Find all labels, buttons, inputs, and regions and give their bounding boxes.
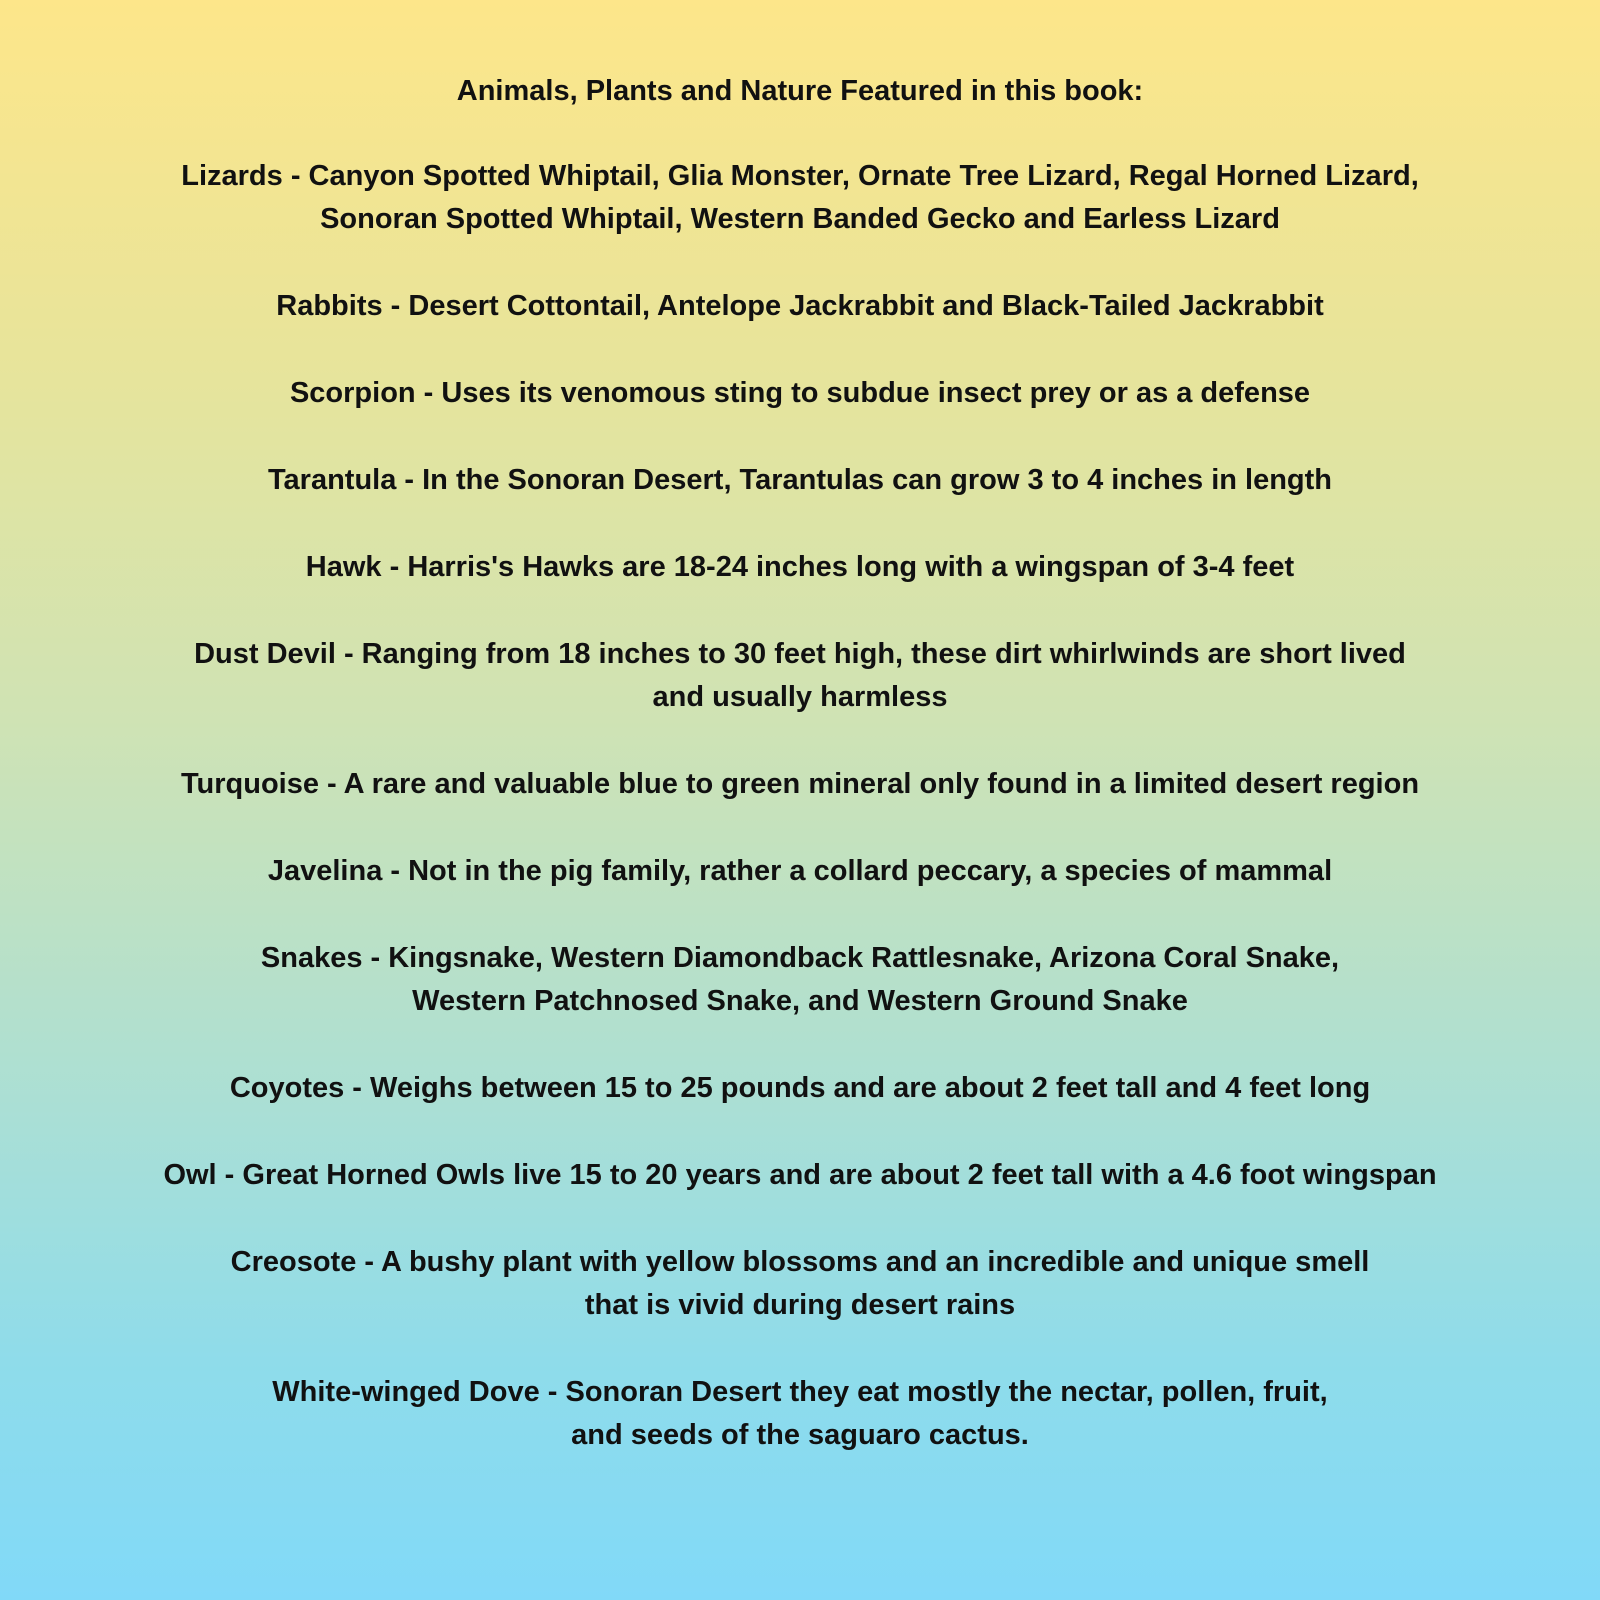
entry-line: Sonoran Spotted Whiptail, Western Banded Gecko and Earless Lizard <box>320 203 1280 235</box>
entry-line: Coyotes - Weighs between 15 to 25 pounds and are about 2 feet tall and 4 feet long <box>229 1072 1371 1104</box>
entry-line: Tarantula - In the Sonoran Desert, Tarantulas can grow 3 to 4 inches in length <box>267 464 1333 496</box>
entry-line: Owl - Great Horned Owls live 15 to 20 years and are about 2 feet tall with a 4.6 foot wingspan <box>163 1159 1437 1191</box>
featured-list <box>0 155 1600 1501</box>
entry-line: Scorpion - Uses its venomous sting to subdue insect prey or as a defense <box>289 377 1311 409</box>
entry-hawk <box>0 546 1600 589</box>
entry-line: Hawk - Harris's Hawks are 18-24 inches long with a wingspan of 3-4 feet <box>305 551 1295 583</box>
entry-line: Lizards - Canyon Spotted Whiptail, Glia Monster, Ornate Tree Lizard, Regal Horned Lizard, <box>181 160 1419 192</box>
entry-line: Javelina - Not in the pig family, rather a collard peccary, a species of mammal <box>267 855 1333 887</box>
entry-owl <box>0 1154 1600 1197</box>
entry-line: White-winged Dove - Sonoran Desert they eat mostly the nectar, pollen, fruit, <box>272 1376 1328 1408</box>
entry-line: Dust Devil - Ranging from 18 inches to 30 feet high, these dirt whirlwinds are short lived <box>194 638 1406 670</box>
entry-line: Western Patchnosed Snake, and Western Ground Snake <box>412 985 1188 1017</box>
entry-scorpion <box>0 372 1600 415</box>
entry-line: Turquoise - A rare and valuable blue to green mineral only found in a limited desert region <box>180 768 1420 800</box>
entry-tarantula <box>0 459 1600 502</box>
entry-line: Rabbits - Desert Cottontail, Antelope Jackrabbit and Black-Tailed Jackrabbit <box>276 290 1324 322</box>
entry-coyotes <box>0 1067 1600 1110</box>
entry-turquoise <box>0 763 1600 806</box>
entry-creosote <box>0 1241 1600 1327</box>
entry-snakes <box>0 937 1600 1023</box>
entry-rabbits <box>0 285 1600 328</box>
entry-dust-devil <box>0 633 1600 719</box>
entry-javelina <box>0 850 1600 893</box>
page-heading: Animals, Plants and Nature Featured in this book: <box>456 75 1144 107</box>
entry-white-winged-dove <box>0 1371 1600 1457</box>
entry-lizards <box>0 155 1600 241</box>
entry-line: and seeds of the saguaro cactus. <box>571 1419 1029 1451</box>
entry-line: that is vivid during desert rains <box>584 1289 1016 1321</box>
entry-line: and usually harmless <box>652 681 948 713</box>
entry-line: Snakes - Kingsnake, Western Diamondback Rattlesnake, Arizona Coral Snake, <box>260 942 1340 974</box>
entry-line: Creosote - A bushy plant with yellow blossoms and an incredible and unique smell <box>230 1246 1370 1278</box>
